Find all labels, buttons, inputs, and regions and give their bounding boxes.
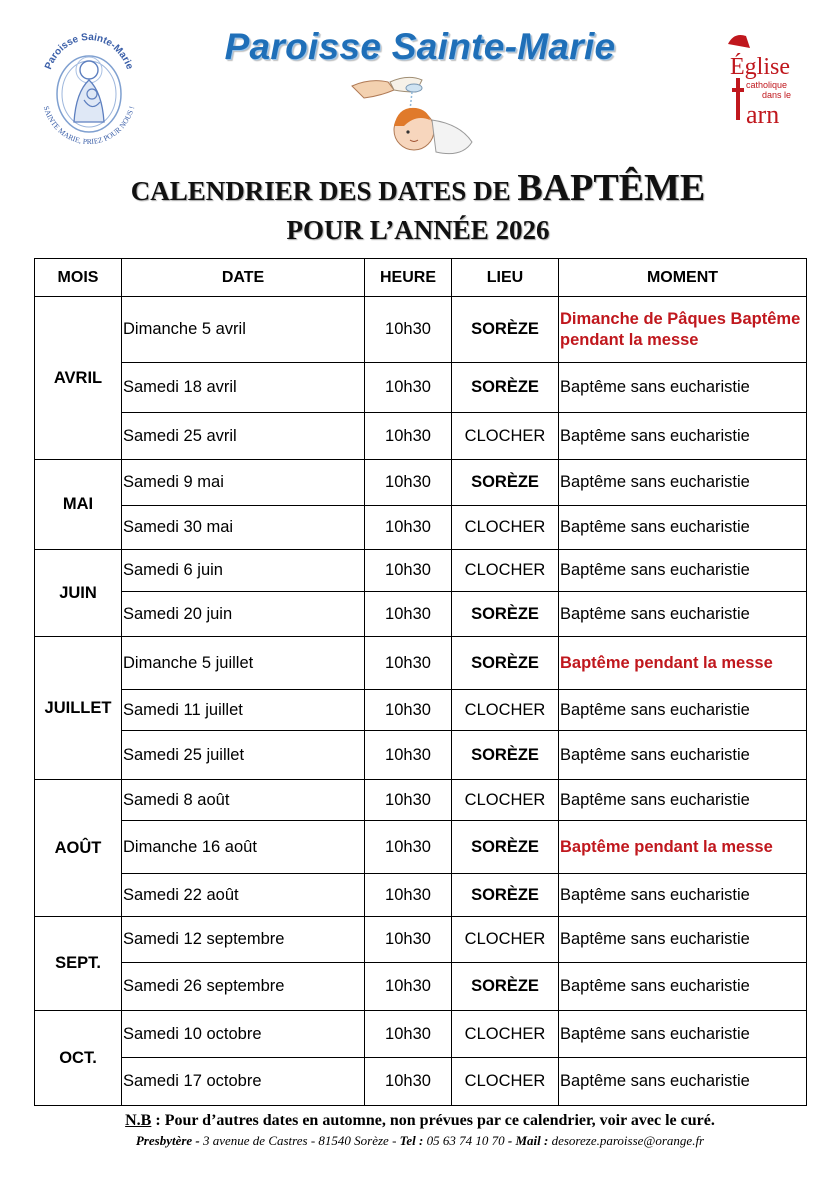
- table-row: [35, 550, 807, 592]
- place-cell: CLOCHER: [452, 780, 559, 821]
- time-cell: 10h30: [365, 413, 452, 460]
- table-row: [35, 506, 807, 550]
- place-cell: SORÈZE: [452, 592, 559, 637]
- contact-footer: [34, 1133, 806, 1149]
- place-cell: SORÈZE: [452, 637, 559, 690]
- month-cell: AOÛT: [35, 780, 122, 917]
- date-cell: Samedi 20 juin: [122, 592, 365, 637]
- place-cell: SORÈZE: [452, 731, 559, 780]
- moment-cell: Baptême pendant la messe: [559, 637, 807, 690]
- place-cell: SORÈZE: [452, 297, 559, 363]
- date-cell: Samedi 22 août: [122, 874, 365, 917]
- header-lieu: LIEU: [452, 259, 559, 297]
- moment-cell: Baptême sans eucharistie: [559, 592, 807, 637]
- date-cell: Samedi 6 juin: [122, 550, 365, 592]
- header-mois: MOIS: [35, 259, 122, 297]
- address: 3 avenue de Castres - 81540 Sorèze -: [203, 1133, 400, 1148]
- moment-cell: Dimanche de Pâques Baptême pendant la messe: [559, 297, 807, 363]
- nb-note: [34, 1112, 806, 1130]
- time-cell: 10h30: [365, 690, 452, 731]
- moment-cell: Baptême sans eucharistie: [559, 780, 807, 821]
- title-line-2: POUR L’ANNÉE 2026: [286, 215, 550, 245]
- table-row: [35, 690, 807, 731]
- date-cell: Samedi 12 septembre: [122, 917, 365, 963]
- moment-cell: Baptême pendant la messe: [559, 821, 807, 874]
- month-cell: SEPT.: [35, 917, 122, 1011]
- date-cell: Samedi 11 juillet: [122, 690, 365, 731]
- date-cell: Samedi 17 octobre: [122, 1058, 365, 1106]
- email-address: desoreze.paroisse@orange.fr: [551, 1133, 705, 1148]
- time-cell: 10h30: [365, 780, 452, 821]
- time-cell: 10h30: [365, 592, 452, 637]
- table-row: [35, 731, 807, 780]
- time-cell: 10h30: [365, 963, 452, 1011]
- seal-top-text: Paroisse Sainte-Marie: [43, 31, 135, 72]
- nb-text: : Pour d’autres dates en automne, non prévues par ce calendrier, voir avec le curé.: [151, 1112, 715, 1129]
- title-bapteme: BAPTÊME: [517, 167, 706, 209]
- parish-title: Paroisse Sainte-Marie: [224, 26, 616, 67]
- table-row: [35, 413, 807, 460]
- table-row: [35, 821, 807, 874]
- place-cell: SORÈZE: [452, 821, 559, 874]
- time-cell: 10h30: [365, 363, 452, 413]
- tel-label: Tel :: [399, 1133, 427, 1148]
- moment-cell: Baptême sans eucharistie: [559, 506, 807, 550]
- place-cell: CLOCHER: [452, 550, 559, 592]
- table-row: [35, 780, 807, 821]
- date-cell: Dimanche 16 août: [122, 821, 365, 874]
- moment-cell: Baptême sans eucharistie: [559, 413, 807, 460]
- table-row: [35, 592, 807, 637]
- date-cell: Samedi 18 avril: [122, 363, 365, 413]
- mail-label: - Mail :: [504, 1133, 552, 1148]
- place-cell: SORÈZE: [452, 963, 559, 1011]
- time-cell: 10h30: [365, 1011, 452, 1058]
- table-row: [35, 637, 807, 690]
- table-row: [35, 963, 807, 1011]
- time-cell: 10h30: [365, 460, 452, 506]
- place-cell: CLOCHER: [452, 413, 559, 460]
- date-cell: Samedi 26 septembre: [122, 963, 365, 1011]
- place-cell: CLOCHER: [452, 1011, 559, 1058]
- time-cell: 10h30: [365, 917, 452, 963]
- moment-cell: Baptême sans eucharistie: [559, 917, 807, 963]
- time-cell: 10h30: [365, 637, 452, 690]
- document-title: [60, 168, 776, 247]
- nb-label: N.B: [125, 1112, 152, 1129]
- moment-cell: Baptême sans eucharistie: [559, 963, 807, 1011]
- table-row: [35, 874, 807, 917]
- time-cell: 10h30: [365, 297, 452, 363]
- date-cell: Samedi 25 avril: [122, 413, 365, 460]
- moment-cell: Baptême sans eucharistie: [559, 550, 807, 592]
- parish-seal-logo: [34, 22, 144, 152]
- svg-text:dans le: dans le: [762, 90, 792, 100]
- baptism-illustration: [350, 70, 480, 165]
- phone-number: 05 63 74 10 70: [426, 1133, 505, 1148]
- moment-cell: Baptême sans eucharistie: [559, 1058, 807, 1106]
- place-cell: CLOCHER: [452, 1058, 559, 1106]
- place-cell: SORÈZE: [452, 460, 559, 506]
- moment-cell: Baptême sans eucharistie: [559, 1011, 807, 1058]
- table-row: [35, 1011, 807, 1058]
- moment-cell: Baptême sans eucharistie: [559, 460, 807, 506]
- date-cell: Dimanche 5 juillet: [122, 637, 365, 690]
- date-cell: Samedi 9 mai: [122, 460, 365, 506]
- svg-text:catholique: catholique: [746, 80, 788, 90]
- table-row: [35, 363, 807, 413]
- moment-cell: Baptême sans eucharistie: [559, 363, 807, 413]
- header-date: DATE: [122, 259, 365, 297]
- date-cell: Dimanche 5 avril: [122, 297, 365, 363]
- place-cell: SORÈZE: [452, 874, 559, 917]
- moment-cell: Baptême sans eucharistie: [559, 690, 807, 731]
- seal-bottom-text: SAINTE MARIE, PRIEZ POUR NOUS !: [41, 104, 137, 147]
- header-moment: MOMENT: [559, 259, 807, 297]
- month-cell: AVRIL: [35, 297, 122, 460]
- moment-cell: Baptême sans eucharistie: [559, 874, 807, 917]
- place-cell: CLOCHER: [452, 506, 559, 550]
- time-cell: 10h30: [365, 821, 452, 874]
- table-row: [35, 297, 807, 363]
- moment-cell: Baptême sans eucharistie: [559, 731, 807, 780]
- table-row: [35, 460, 807, 506]
- date-cell: Samedi 10 octobre: [122, 1011, 365, 1058]
- presbytere-label: Presbytère -: [135, 1133, 203, 1148]
- baptism-calendar-table: [34, 258, 807, 1106]
- time-cell: 10h30: [365, 506, 452, 550]
- table-header-row: [35, 259, 807, 297]
- time-cell: 10h30: [365, 874, 452, 917]
- date-cell: Samedi 25 juillet: [122, 731, 365, 780]
- table-row: [35, 1058, 807, 1106]
- place-cell: CLOCHER: [452, 690, 559, 731]
- time-cell: 10h30: [365, 550, 452, 592]
- place-cell: CLOCHER: [452, 917, 559, 963]
- time-cell: 10h30: [365, 731, 452, 780]
- diocese-tarn-logo: [724, 28, 802, 128]
- date-cell: Samedi 30 mai: [122, 506, 365, 550]
- month-cell: MAI: [35, 460, 122, 550]
- table-row: [35, 917, 807, 963]
- title-line-1: CALENDRIER DES DATES DE BAPTÊME: [130, 167, 706, 209]
- month-cell: JUIN: [35, 550, 122, 637]
- month-cell: JUILLET: [35, 637, 122, 780]
- time-cell: 10h30: [365, 1058, 452, 1106]
- svg-text:Église: Église: [730, 54, 790, 80]
- header-heure: HEURE: [365, 259, 452, 297]
- place-cell: SORÈZE: [452, 363, 559, 413]
- svg-text:arn: arn: [746, 100, 780, 128]
- date-cell: Samedi 8 août: [122, 780, 365, 821]
- month-cell: OCT.: [35, 1011, 122, 1106]
